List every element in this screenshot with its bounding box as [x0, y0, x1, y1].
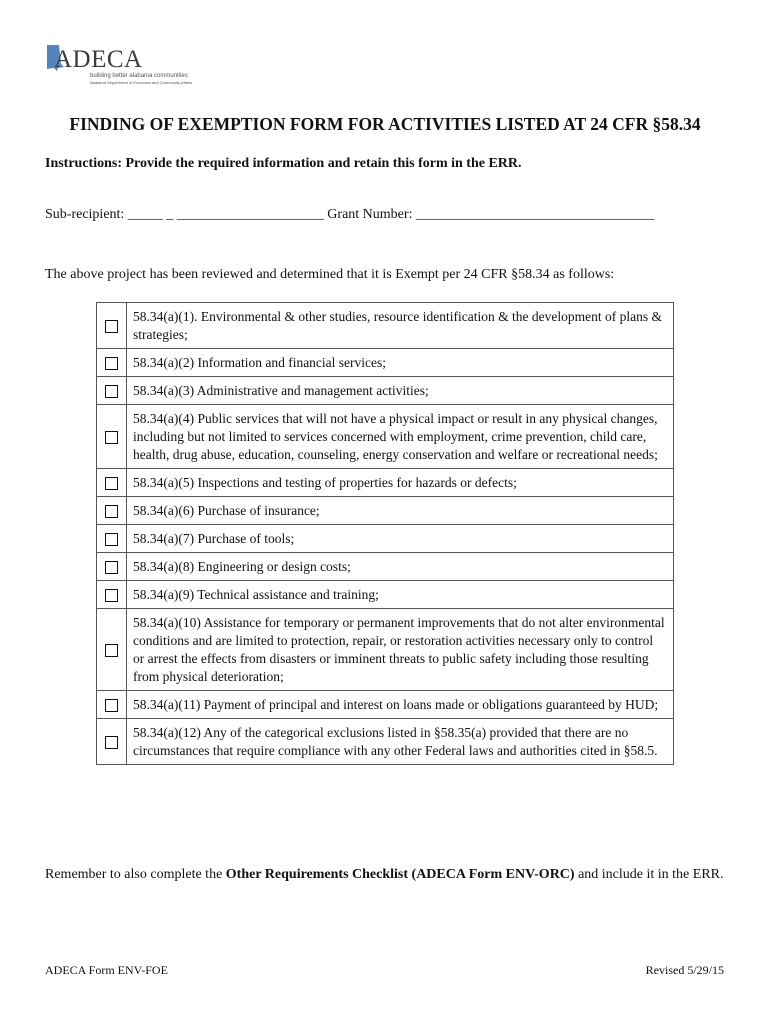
exemption-item-text: 58.34(a)(8) Engineering or design costs;: [127, 553, 674, 581]
checkbox-cell: [97, 377, 127, 405]
form-title: FINDING OF EXEMPTION FORM FOR ACTIVITIES LISTED AT 24 CFR §58.34: [69, 114, 701, 134]
exemption-item-text: 58.34(a)(12) Any of the categorical exclusions listed in §58.35(a) provided that there are no circumstances that require compliance with any other Federal laws and authorities cited in §58.5.: [127, 719, 674, 765]
exemption-statement: The above project has been reviewed and determined that it is Exempt per 24 CFR §58.34 as follows:: [45, 267, 615, 282]
exemption-checkbox[interactable]: [105, 505, 118, 518]
checklist-row: [97, 303, 674, 349]
exemption-checklist: [96, 302, 674, 765]
checkbox-cell: [97, 469, 127, 497]
checkbox-cell: [97, 581, 127, 609]
exemption-item-text: 58.34(a)(4) Public services that will not have a physical impact or result in any physical changes, including but not limited to services concerned with employment, crime prevention, child care, health, drug abuse, education, counseling, energy conservation and welfare or recreational needs;: [127, 405, 674, 469]
exemption-item-text: 58.34(a)(7) Purchase of tools;: [127, 525, 674, 553]
exemption-checkbox[interactable]: [105, 320, 118, 333]
logo-subtitle: Alabama Department of Economic and Community Affairs: [90, 80, 193, 85]
checkbox-cell: [97, 691, 127, 719]
exemption-checkbox[interactable]: [105, 431, 118, 444]
checklist-row: [97, 581, 674, 609]
exemption-item-text: 58.34(a)(9) Technical assistance and training;: [127, 581, 674, 609]
checkbox-cell: [97, 553, 127, 581]
exemption-checkbox[interactable]: [105, 533, 118, 546]
exemption-checkbox[interactable]: [105, 477, 118, 490]
checkbox-cell: [97, 405, 127, 469]
checklist-row: [97, 553, 674, 581]
exemption-item-text: 58.34(a)(10) Assistance for temporary or permanent improvements that do not alter environmental conditions and are limited to protection, repair, or restoration activities necessary only to control or arrest the effects from disasters or imminent threats to public safety including those resulting from physical deterioration;: [127, 609, 674, 691]
exemption-checkbox[interactable]: [105, 385, 118, 398]
exemption-item-text: 58.34(a)(6) Purchase of insurance;: [127, 497, 674, 525]
exemption-item-text: 58.34(a)(2) Information and financial services;: [127, 349, 674, 377]
checkbox-cell: [97, 497, 127, 525]
checklist-row: [97, 377, 674, 405]
checkbox-cell: [97, 349, 127, 377]
checklist-row: [97, 405, 674, 469]
exemption-item-text: 58.34(a)(3) Administrative and management activities;: [127, 377, 674, 405]
checklist-row: [97, 497, 674, 525]
remember-note: [45, 865, 735, 885]
form-id: ADECA Form ENV-FOE: [45, 963, 168, 977]
exemption-item-text: 58.34(a)(11) Payment of principal and interest on loans made or obligations guaranteed by HUD;: [127, 691, 674, 719]
instructions: Instructions: Provide the required information and retain this form in the ERR.: [45, 156, 522, 171]
checkbox-cell: [97, 303, 127, 349]
checkbox-cell: [97, 609, 127, 691]
exemption-checkbox[interactable]: [105, 699, 118, 712]
orc-checklist-reference: Other Requirements Checklist (ADECA Form ENV-ORC): [225, 867, 575, 882]
exemption-checkbox[interactable]: [105, 589, 118, 602]
revision-date: Revised 5/29/15: [645, 963, 724, 977]
remember-prefix: Remember to also complete the: [45, 867, 226, 882]
checklist-row: [97, 719, 674, 765]
remember-suffix: and include it in the ERR.: [574, 867, 724, 882]
exemption-checkbox[interactable]: [105, 736, 118, 749]
checklist-row: [97, 609, 674, 691]
exemption-item-text: 58.34(a)(5) Inspections and testing of properties for hazards or defects;: [127, 469, 674, 497]
checkbox-cell: [97, 525, 127, 553]
adeca-logo: [44, 44, 193, 88]
logo-tagline: building better alabama communities: [90, 73, 188, 79]
exemption-checkbox[interactable]: [105, 357, 118, 370]
logo-name: ADECA: [54, 46, 143, 73]
subrecipient-grant-line[interactable]: Sub-recipient: _____ _ _____________________ Grant Number: __________________________________: [45, 207, 654, 222]
checklist-row: [97, 349, 674, 377]
exemption-checkbox[interactable]: [105, 644, 118, 657]
exemption-checkbox[interactable]: [105, 561, 118, 574]
exemption-item-text: 58.34(a)(1). Environmental & other studies, resource identification & the development of plans & strategies;: [127, 303, 674, 349]
checkbox-cell: [97, 719, 127, 765]
checklist-row: [97, 469, 674, 497]
checklist-row: [97, 525, 674, 553]
checklist-row: [97, 691, 674, 719]
